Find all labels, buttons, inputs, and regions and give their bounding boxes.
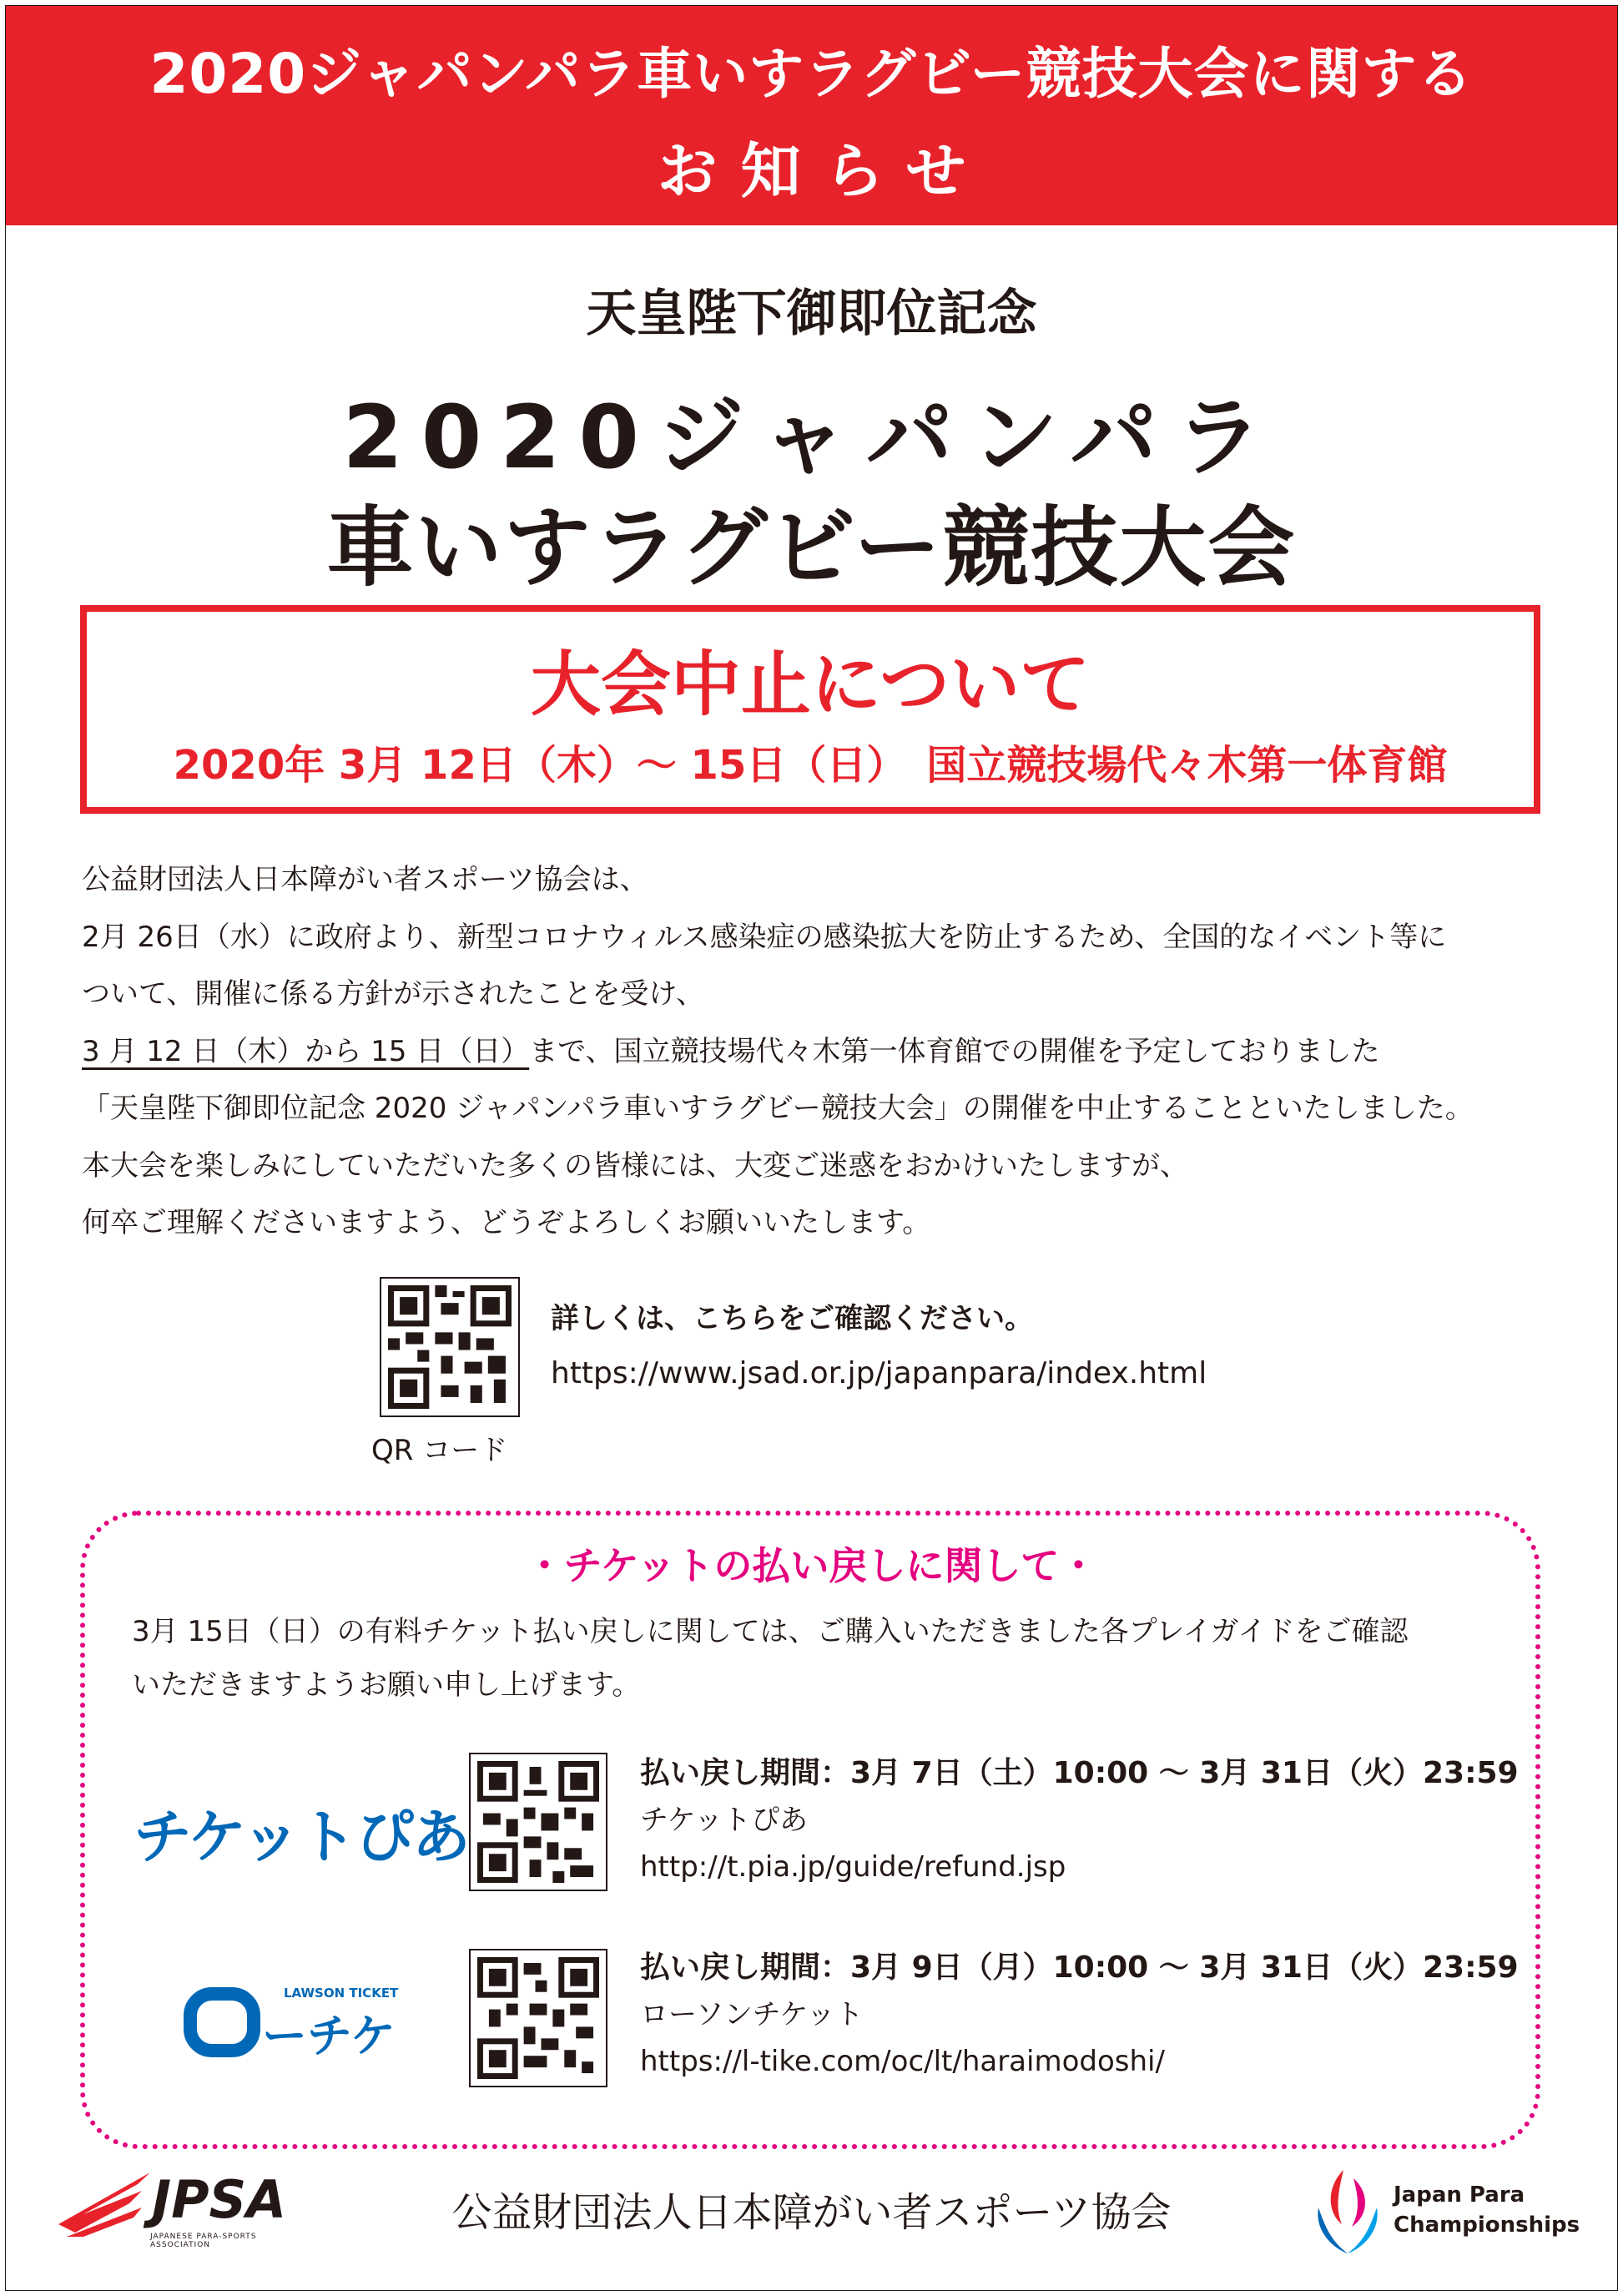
qr-pattern-icon: [388, 1285, 512, 1409]
event-title-line-2: 車いすラグビー競技大会: [326, 497, 1297, 598]
info-url-link[interactable]: https://www.jsad.or.jp/japanpara/index.html: [551, 1356, 1207, 1390]
body-line: 「天皇陛下御即位記念 2020 ジャパンパラ車いすラグビー競技大会」の開催を中止することといたしました。: [82, 1092, 1474, 1125]
pia-refund-info: [640, 1750, 1519, 1890]
notice-body: [82, 851, 1550, 1252]
body-line-rest: まで、国立競技場代々木第一体育館での開催を予定しておりました: [529, 1034, 1380, 1068]
banner-line-1: 2020ジャパンパラ車いすラグビー競技大会に関する: [149, 42, 1474, 106]
lawson-refund-period: 払い戻し期間：3月 9日（月）10:00 ～ 3月 31日（火）23:59: [640, 1950, 1519, 1985]
lawson-o-mark: [184, 1987, 260, 2057]
jpsa-logo-tagline: JAPANESE PARA-SPORTS ASSOCIATION: [150, 2233, 257, 2249]
ticket-refund-title: ・チケットの払い戻しに関して・: [525, 1543, 1098, 1588]
body-line: 公益財団法人日本障がい者スポーツ協会は、: [82, 863, 648, 896]
ticket-pia-logo: チケットぴあ: [134, 1803, 469, 1871]
pia-name: チケットぴあ: [640, 1804, 808, 1837]
qr-pattern-icon: [477, 1761, 599, 1883]
body-dates-underlined: 3 月 12 日（木）から 15 日（日）: [82, 1034, 530, 1068]
lawson-logo-small: LAWSON TICKET: [284, 1986, 399, 2001]
body-line: 2月 26日（水）に政府より、新型コロナウィルス感染症の感染拡大を防止するため、全国的なイベント等に: [82, 920, 1447, 954]
pia-url-link[interactable]: http://t.pia.jp/guide/refund.jsp: [640, 1850, 1066, 1884]
lawson-url-link[interactable]: https://l-tike.com/oc/lt/haraimodoshi/: [640, 2045, 1165, 2078]
event-subtitle: 天皇陛下御即位記念: [586, 285, 1037, 343]
body-line: 何卒ご理解くださいますよう、どうぞよろしくお願いいたします。: [82, 1206, 931, 1239]
lawson-refund-info: [640, 1945, 1519, 2085]
body-line: ついて、開催に係る方針が示されたことを受け、: [82, 977, 704, 1011]
cancellation-box: [80, 605, 1540, 814]
jpc-logo-text: Japan Para Championships: [1394, 2182, 1580, 2238]
info-label: 詳しくは、こちらをご確認ください。: [551, 1302, 1033, 1335]
lawson-name: ローソンチケット: [640, 1998, 864, 2031]
banner-line-2: お知らせ: [657, 136, 990, 206]
lawson-qr-code[interactable]: [469, 1949, 607, 2087]
ticket-text-line: 3月 15日（日）の有料チケット払い戻しに関しては、ご購入いただきました各プレイガイドをご確認: [132, 1615, 1409, 1648]
pia-qr-code[interactable]: [469, 1753, 607, 1891]
qr-caption: QR コード: [371, 1434, 508, 1467]
pia-refund-period: 払い戻し期間：3月 7日（土）10:00 ～ 3月 31日（火）23:59: [640, 1756, 1519, 1790]
footer-organization: 公益財団法人日本障がい者スポーツ協会: [451, 2189, 1172, 2236]
jpsa-logo-text: JPSA: [152, 2169, 287, 2230]
notice-banner: [6, 6, 1617, 225]
event-title-line-1: 2020ジャパンパラ: [342, 386, 1281, 488]
ticket-refund-text: [132, 1605, 1409, 1712]
lawson-logo-text: ーチケ: [262, 2010, 396, 2062]
info-qr-code[interactable]: [380, 1277, 520, 1417]
qr-pattern-icon: [477, 1957, 599, 2079]
japan-para-championships-logo: [1310, 2162, 1585, 2262]
body-line: 本大会を楽しみにしていただいた多くの皆様には、大変ご迷惑をおかけいたしますが、: [82, 1148, 1188, 1183]
jpc-flame-icon: [1310, 2162, 1385, 2258]
ticket-text-line: いただきますようお願い申し上げます。: [132, 1668, 641, 1702]
cancellation-headline: 大会中止について: [530, 643, 1091, 725]
lawson-ticket-logo: [184, 1982, 401, 2066]
body-line: [82, 1023, 1550, 1081]
cancellation-date-venue: 2020年 3月 12日（木）～ 15日（日） 国立競技場代々木第一体育館: [173, 742, 1448, 789]
